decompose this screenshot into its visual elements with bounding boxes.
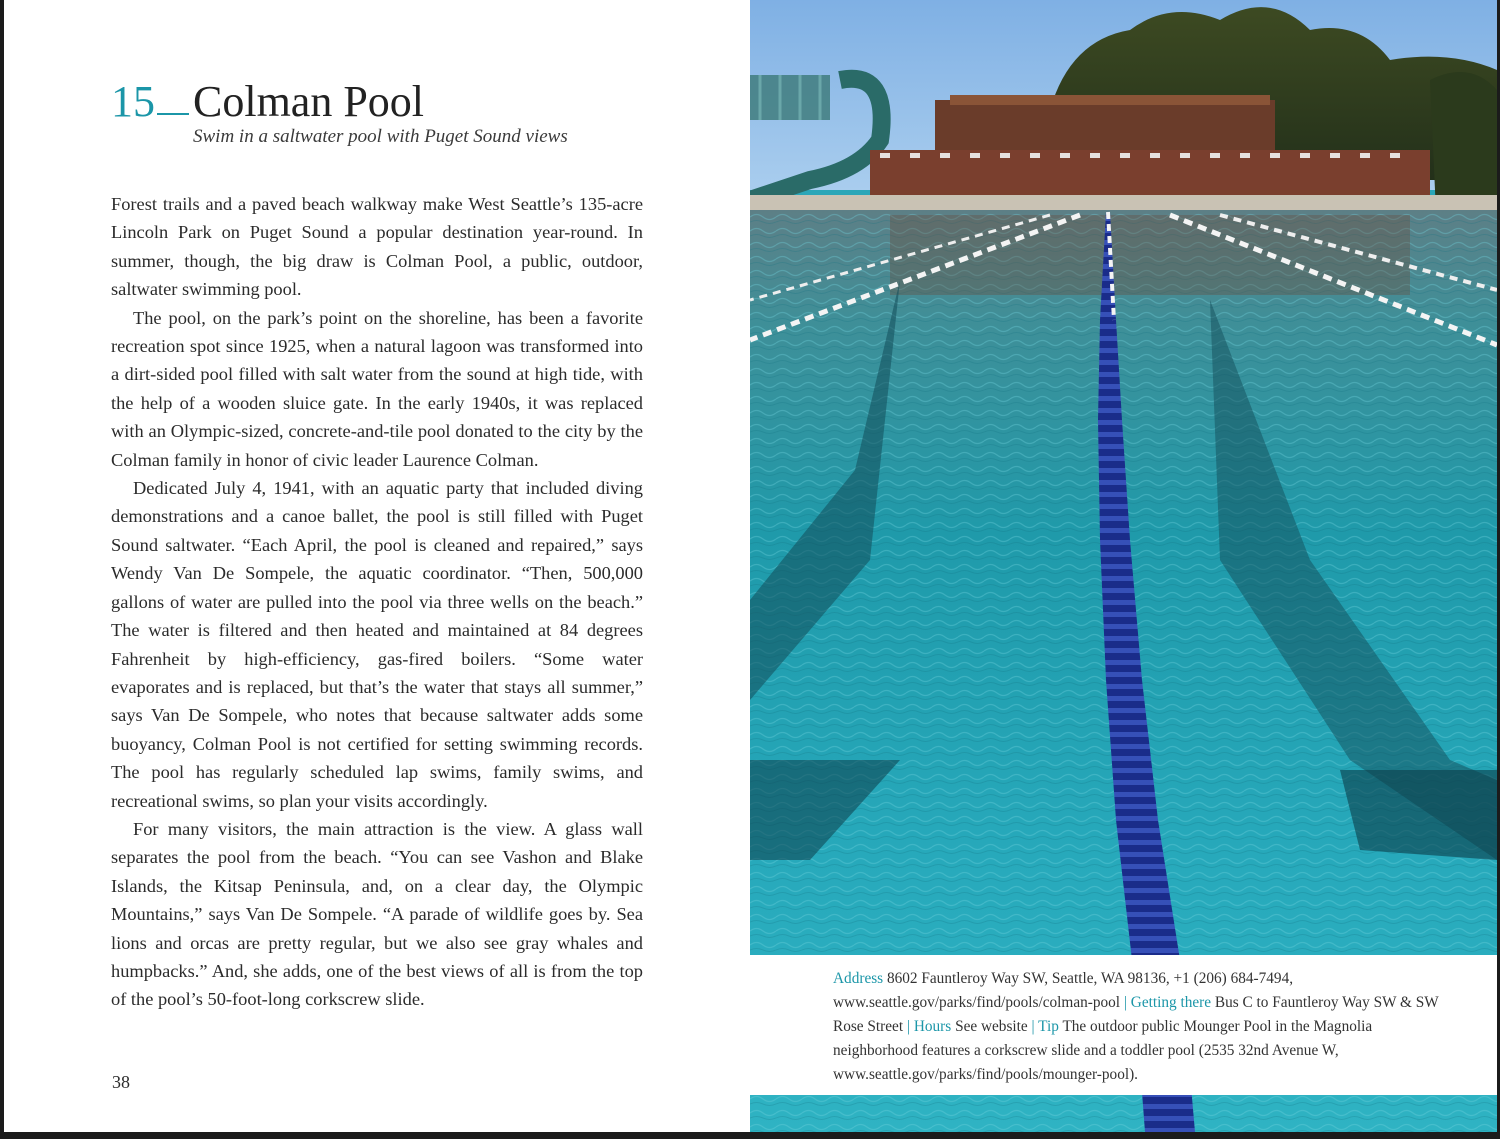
info-separator: | xyxy=(1031,1018,1035,1035)
body-paragraph: Dedicated July 4, 1941, with an aquatic party that included diving demonstrations and a canoe ballet, the pool is still filled with Puget Sound saltwater. “Each April, the pool is cleaned and repaired,” says Wendy Van De Sompele, the aquatic coordinator. “Then, 500,000 gallons of water are pulled into the pool via three wells on the beach.” The water is filtered and then heated and maintained at 84 degrees Fahrenheit by high-efficiency, gas-fired boilers. “Some water evaporates and is replaced, but that’s the water that stays all summer,” says Van De Sompele, who notes that because saltwater adds some buoyancy, Colman Pool is not certified for setting swimming records. The pool has regularly scheduled lap swims, family swims, and recreational swims, so plan your visits accordingly. xyxy=(111,478,643,811)
chapter-heading xyxy=(111,76,424,128)
page-number: 38 xyxy=(112,1072,130,1092)
chapter-number: 15 xyxy=(111,77,155,126)
chapter-title: Colman Pool xyxy=(193,77,425,126)
info-separator: | xyxy=(906,1018,910,1035)
body-text xyxy=(111,190,643,1014)
info-text xyxy=(833,967,1453,1087)
address-value: 8602 Fauntleroy Way SW, Seattle, WA 98136, +1 (206) 684-7494, www.seattle.gov/parks/find/pools/colman-pool xyxy=(833,970,1294,1011)
body-paragraph: For many visitors, the main attraction is the view. A glass wall separates the pool from the beach. “You can see Vashon and Blake Islands, the Kitsap Peninsula, and, on a clear day, the Olympic Mountains,” says Van De Sompele. “A parade of wildlife goes by. Sea lions and orcas are pretty regular, but we also see gray whales and humpbacks.” And, she adds, one of the best views of all is from the top of the pool’s 50-foot-long corkscrew slide. xyxy=(111,818,643,1010)
hours-value: See website xyxy=(955,1018,1028,1035)
tip-value: The outdoor public Mounger Pool in the Magnolia neighborhood features a corkscrew slide and a toddler pool (2535 32nd Avenue W, www.seattle.gov/parks/find/pools/mounger-pool). xyxy=(833,1018,1373,1083)
address-label: Address xyxy=(833,970,884,987)
frame-bottom-edge xyxy=(0,1132,1500,1139)
chapter-rule xyxy=(157,113,189,115)
info-separator: | xyxy=(1123,994,1127,1011)
tip-label: Tip xyxy=(1038,1018,1059,1035)
hours-label: Hours xyxy=(913,1018,952,1035)
chapter-subtitle: Swim in a saltwater pool with Puget Sound views xyxy=(193,126,568,147)
info-box xyxy=(750,955,1497,1095)
left-page xyxy=(4,0,750,1132)
body-paragraph: The pool, on the park’s point on the shoreline, has been a favorite recreation spot since 1925, when a natural lagoon was transformed into a dirt-sided pool filled with salt water from the sound at high tide, with the help of a wooden sluice gate. In the early 1940s, it was replaced with an Olympic-sized, concrete-and-tile pool donated to the city by the Colman family in honor of civic leader Laurence Colman. xyxy=(111,307,643,470)
getting-there-value: Bus C to Fauntleroy Way SW & SW Rose Street xyxy=(833,994,1439,1035)
body-paragraph: Forest trails and a paved beach walkway make West Seattle’s 135-acre Lincoln Park on Puget Sound a popular destination year-round. In summer, though, the big draw is Colman Pool, a public, outdoor, saltwater swimming pool. xyxy=(111,194,643,300)
pool-photo xyxy=(750,0,1497,1132)
getting-there-label: Getting there xyxy=(1130,994,1212,1011)
